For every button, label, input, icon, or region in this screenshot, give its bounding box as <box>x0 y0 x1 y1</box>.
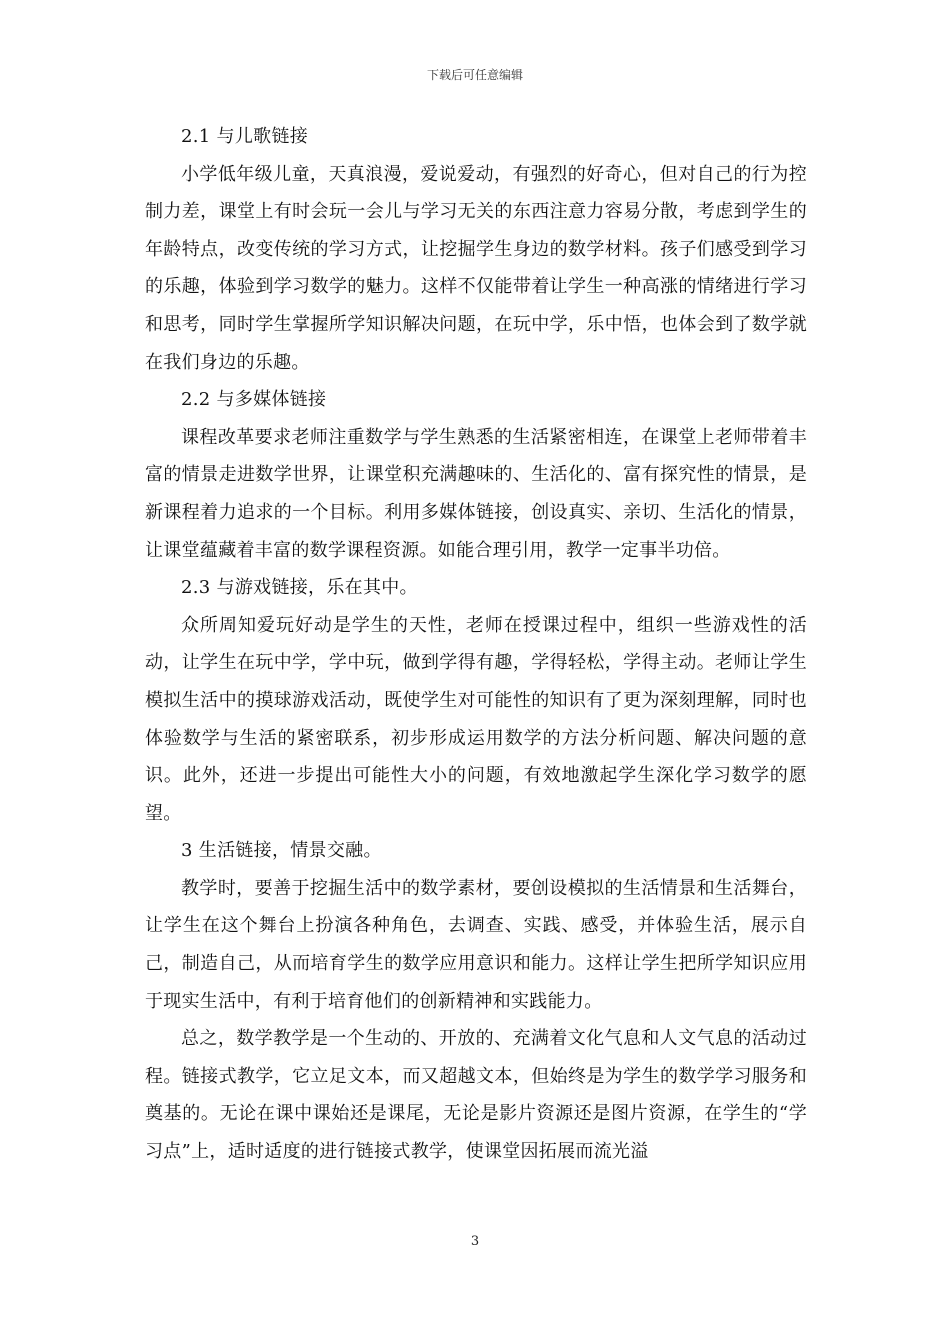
section-heading-2-2: 2.2 与多媒体链接 <box>181 389 327 411</box>
page-number: 3 <box>470 1234 480 1249</box>
section-heading-3: 3 生活链接，情景交融。 <box>181 840 382 862</box>
paragraph: 课程改革要求老师注重数学与学生熟悉的生活紧密相连，在课堂上老师带着丰富的情景走进数学世界，让课堂积充满趣味的、生活化的、富有探究性的情景，是新课程着力追求的一个目标。利用多媒体链接，创设真实、亲切、生活化的情景，让课堂蕴藏着丰富的数学课程资源。如能合理引用，教学一定事半功倍。 <box>145 426 807 561</box>
paragraph: 众所周知爱玩好动是学生的天性，老师在授课过程中，组织一些游戏性的活动，让学生在玩中学，学中玩，做到学得有趣，学得轻松，学得主动。老师让学生模拟生活中的摸球游戏活动，既使学生对可能性的知识有了更为深刻理解，同时也体验数学与生活的紧密联系，初步形成运用数学的方法分析问题、解决问题的意识。此外，还进一步提出可能性大小的问题，有效地激起学生深化学习数学的愿望。 <box>145 614 807 824</box>
section-heading-2-3: 2.3 与游戏链接，乐在其中。 <box>181 577 418 599</box>
document-body <box>145 118 807 1171</box>
paragraph: 总之，数学教学是一个生动的、开放的、充满着文化气息和人文气息的活动过程。链接式教学，它立足文本，而又超越文本，但始终是为学生的数学学习服务和奠基的。无论在课中课始还是课尾，无论是影片资源还是图片资源，在学生的“学习点”上，适时适度的进行链接式教学，使课堂因拓展而流光溢 <box>145 1028 807 1163</box>
section-heading-2-1: 2.1 与儿歌链接 <box>181 126 309 147</box>
paragraph: 小学低年级儿童，天真浪漫，爱说爱动，有强烈的好奇心，但对自己的行为控制力差，课堂上有时会玩一会儿与学习无关的东西注意力容易分散，考虑到学生的年龄特点，改变传统的学习方式，让挖掘学生身边的数学材料。孩子们感受到学习的乐趣，体验到学习数学的魅力。这样不仅能带着让学生一种高涨的情绪进行学习和思考，同时学生掌握所学知识解决问题，在玩中学，乐中悟，也体会到了数学就在我们身边的乐趣。 <box>145 163 807 373</box>
page-header: 下载后可任意编辑 <box>426 68 523 82</box>
paragraph: 教学时，要善于挖掘生活中的数学素材，要创设模拟的生活情景和生活舞台，让学生在这个舞台上扮演各种角色，去调查、实践、感受，并体验生活，展示自己，制造自己，从而培育学生的数学应用意识和能力。这样让学生把所学知识应用于现实生活中，有利于培育他们的创新精神和实践能力。 <box>145 877 807 1012</box>
